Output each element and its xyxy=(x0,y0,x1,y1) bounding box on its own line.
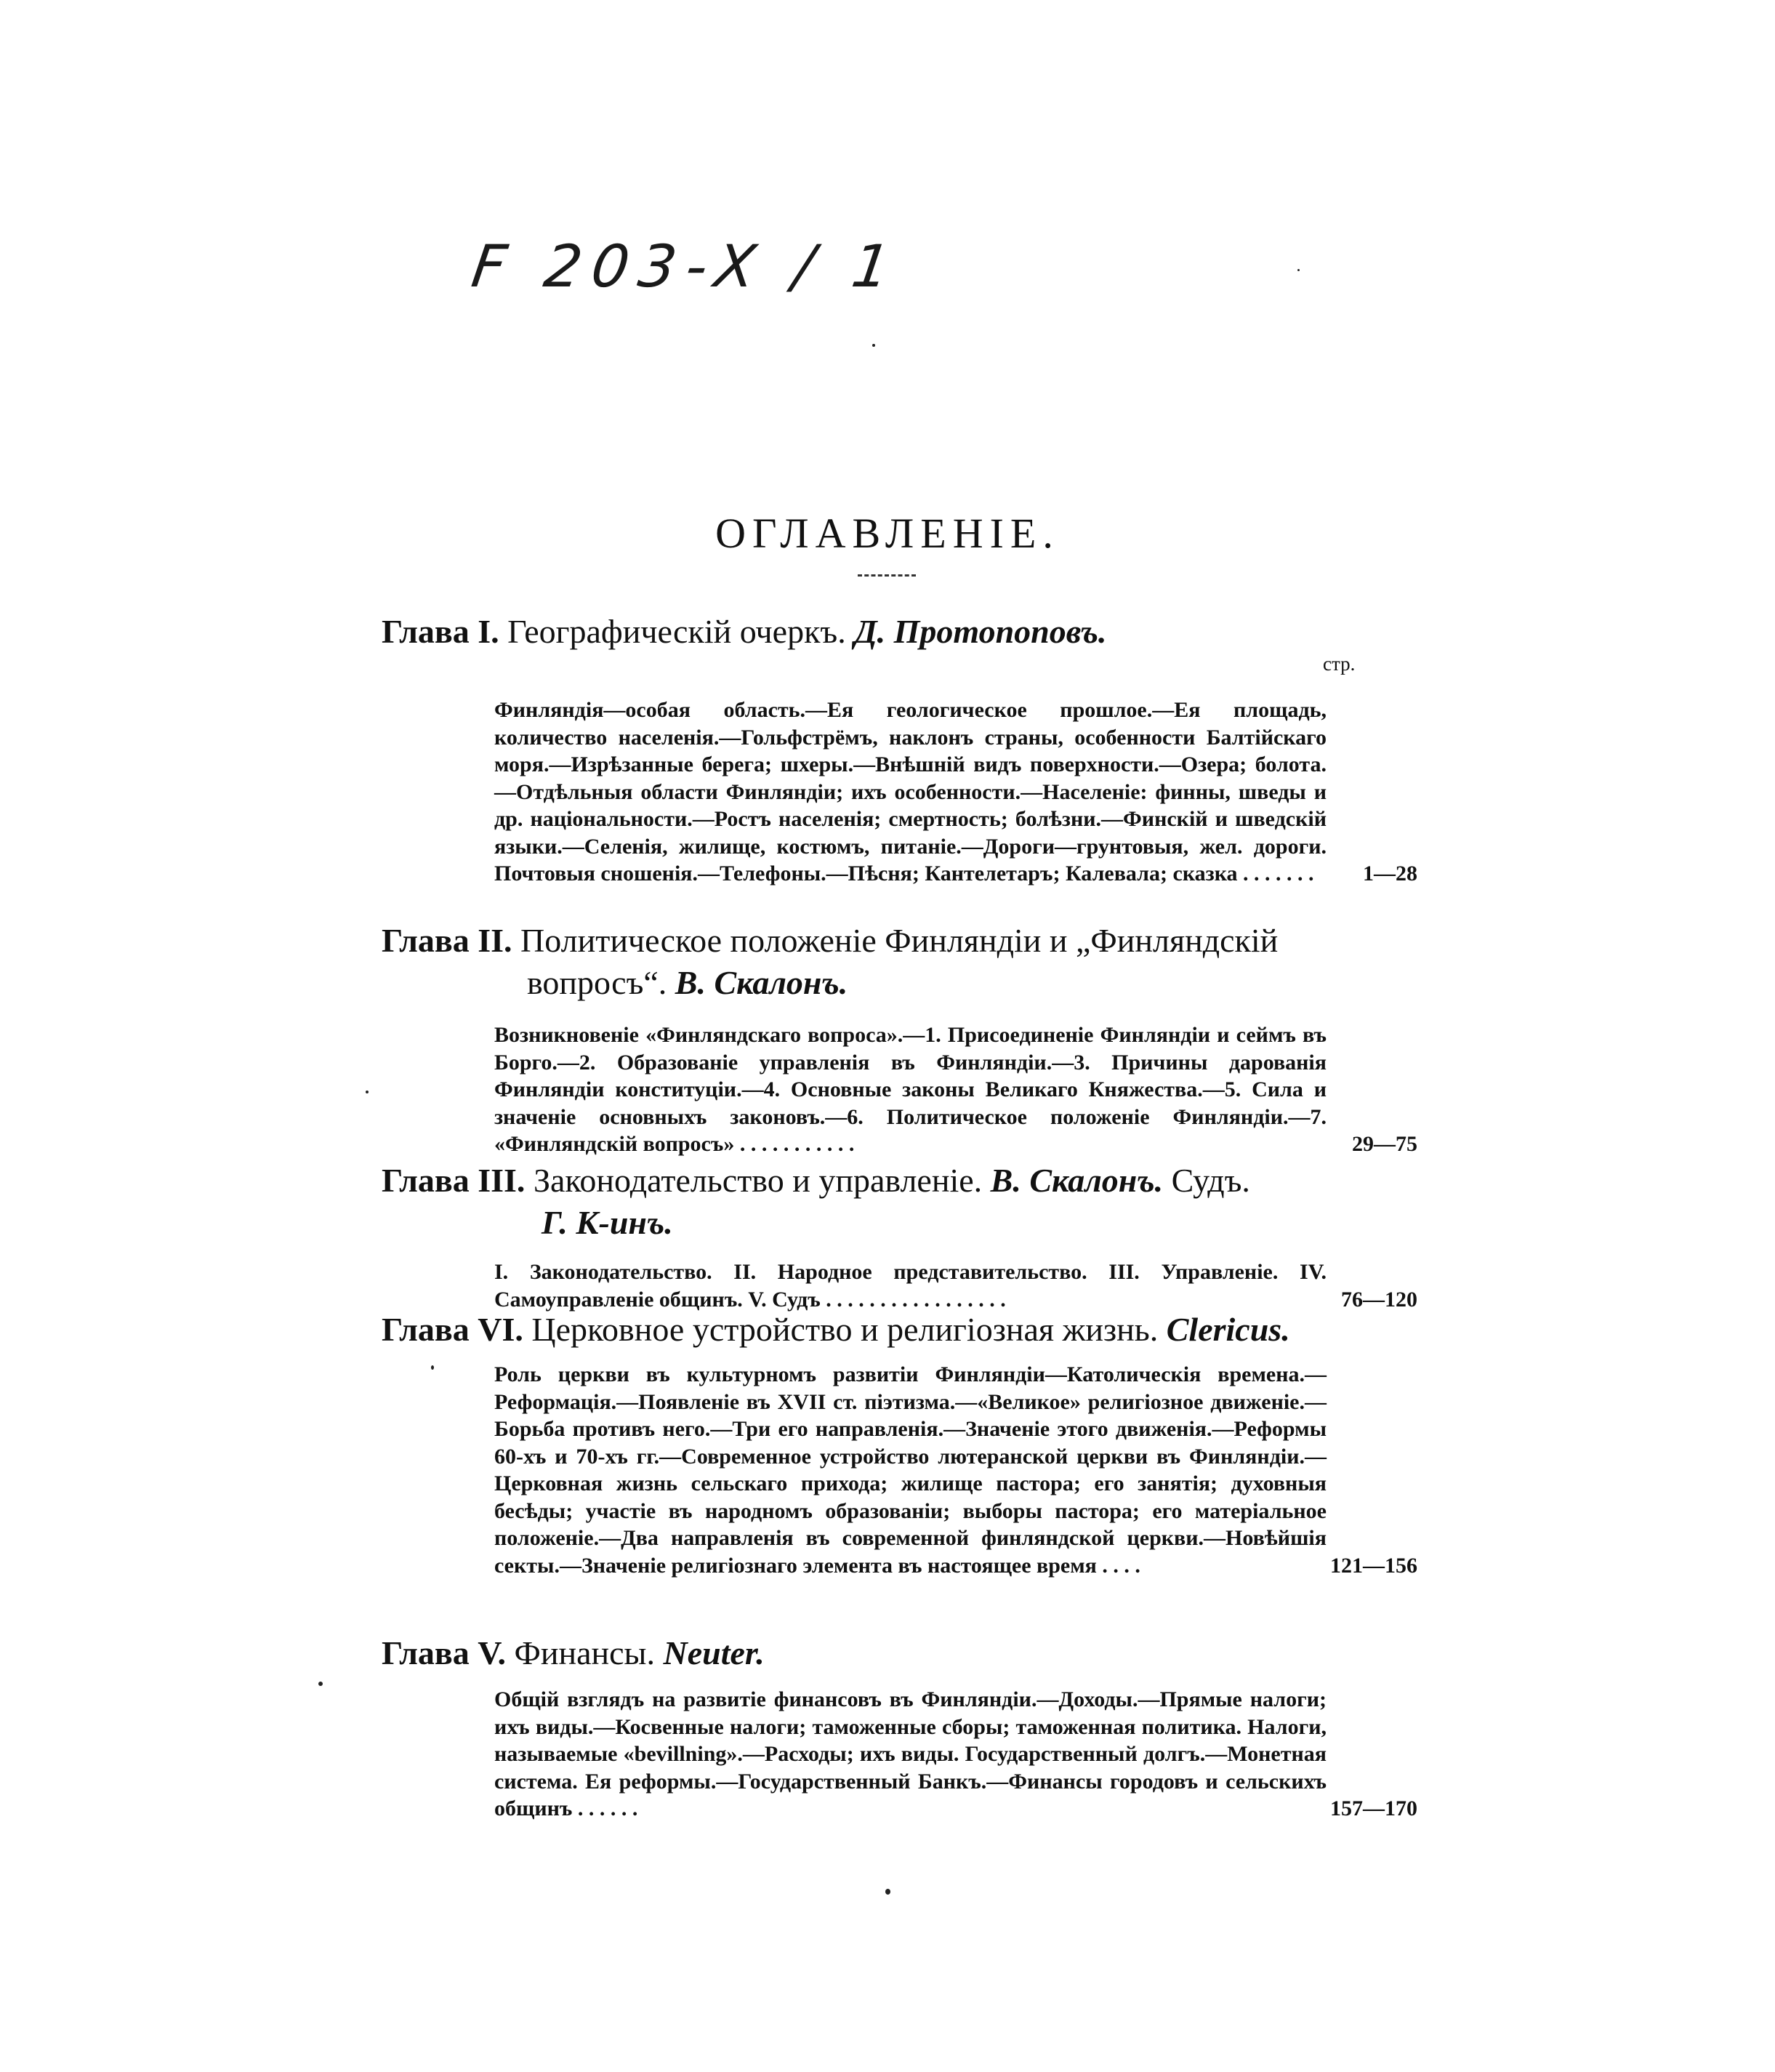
chapter-summary xyxy=(494,1258,1417,1313)
chapter-heading xyxy=(382,920,1399,1004)
chapter-author: Clericus. xyxy=(1166,1311,1290,1348)
handwritten-shelfmark: F 203-X / 1 xyxy=(467,233,905,300)
chapter-pages: 157—170 xyxy=(1330,1796,1417,1820)
chapter-summary-text: Финляндія—особая область.—Ея геологическое прошлое.—Ея площадь, количество населенія.—Гольфстрёмъ, наклонъ страны, особенности Балтійскаго моря.—Изрѣзанные берега; шхеры.—Внѣшній видъ поверхности.—Озера; болота.—Отдѣльныя области Финляндіи; ихъ особенности.—Населеніе: финны, шведы и др. національности.—Ростъ населенія; смертность; болѣзни.—Финскій и шведскій языки.—Селенія, жилище, костюмъ, питаніе.—Дороги—грунтовыя, жел. дороги. Почтовыя сношенія.—Телефоны.—Пѣсня; Кантелетаръ; Калевала; сказка . . . . . . . xyxy=(494,698,1327,886)
chapter-title: Политическое положеніе Финляндіи и „Финляндскій xyxy=(520,922,1279,959)
chapter-author: Д. Протопоповъ. xyxy=(854,613,1107,650)
page-title: ОГЛАВЛЕНІЕ. xyxy=(715,510,1060,557)
chapter-label: Глава III. xyxy=(382,1162,526,1199)
chapter-summary-text: Общій взглядъ на развитіе финансовъ въ Финляндіи.—Доходы.—Прямые налоги; ихъ виды.—Косвенные налоги; таможенные сборы; таможенная политика. Налоги, называемые «bevillning».—Расходы; ихъ виды. Государственный долгъ.—Монетная система. Ея реформы.—Государственный Банкъ.—Финансы городовъ и сельскихъ общинъ . . . . . . xyxy=(494,1687,1327,1820)
chapter-title: Церковное устройство и религіозная жизнь. xyxy=(531,1311,1159,1348)
chapter-title-cont: вопросъ“. xyxy=(527,964,667,1001)
chapter-summary xyxy=(494,696,1417,888)
chapter-author: Neuter. xyxy=(663,1634,765,1671)
chapter-author: В. Скалонъ. xyxy=(990,1162,1164,1199)
toc-chapter-5 xyxy=(382,1632,1417,1823)
speck xyxy=(885,1889,890,1895)
chapter-title: Финансы. xyxy=(514,1634,655,1671)
chapter-label: Глава I. xyxy=(382,613,499,650)
toc-chapter-3 xyxy=(382,1160,1417,1313)
speck xyxy=(366,1091,369,1093)
toc-chapter-2 xyxy=(382,920,1417,1158)
chapter-author: В. Скалонъ. xyxy=(675,964,848,1001)
speck xyxy=(318,1682,323,1686)
chapter-summary xyxy=(494,1361,1417,1579)
speck xyxy=(1297,269,1300,271)
chapter-pages: 29—75 xyxy=(1352,1132,1417,1156)
chapter-pages: 121—156 xyxy=(1330,1553,1417,1578)
chapter-heading xyxy=(382,611,1399,653)
toc-chapter-4 xyxy=(382,1309,1417,1579)
pages-column-label: стр. xyxy=(1323,653,1356,675)
toc-chapter-1 xyxy=(382,611,1417,888)
chapter-heading xyxy=(382,1160,1399,1244)
chapter-label: Глава V. xyxy=(382,1634,507,1671)
chapter-summary xyxy=(494,1686,1417,1823)
chapter-heading xyxy=(382,1309,1399,1351)
chapter-title: Законодательство и управленіе. xyxy=(533,1162,983,1199)
chapter-title-continued xyxy=(382,962,1399,1004)
chapter-summary-text: I. Законодательство. II. Народное представительство. III. Управленіе. IV. Самоуправленіе общинъ. V. Судъ . . . . . . . . . . . . . . . . . xyxy=(494,1260,1327,1312)
chapter-summary-text: Роль церкви въ культурномъ развитіи Финляндіи—Католическія времена.—Реформація.—Появленіе въ XVII ст. піэтизма.—«Великое» религіозное движеніе.—Борьба противъ него.—Три его направленія.—Значеніе этого движенія.—Реформы 60-хъ и 70-хъ гг.—Современное устройство лютеранской церкви въ Финляндіи.—Церковная жизнь сельскаго прихода; жилище пастора; его занятія; духовныя бесѣды; участіе въ народномъ образованіи; выборы пастора; его матеріальное положеніе.—Два направленія въ современной финляндской церкви.—Новѣйшія секты.—Значеніе религіознаго элемента въ настоящее время . . . . xyxy=(494,1362,1327,1578)
title-ornament xyxy=(858,574,916,579)
chapter-label: Глава II. xyxy=(382,922,512,959)
chapter-label: Глава VI. xyxy=(382,1311,523,1348)
chapter-summary-text: Возникновеніе «Финляндскаго вопроса».—1. Присоединеніе Финляндіи и сеймъ въ Борго.—2. Образованіе управленія въ Финляндіи.—3. Причины дарованія Финляндіи конституціи.—4. Основные законы Великаго Княжества.—5. Сила и значеніе основныхъ законовъ.—6. Политическое положеніе Финляндіи.—7. «Финляндскій вопросъ» . . . . . . . . . . . xyxy=(494,1023,1327,1156)
chapter-pages: 1—28 xyxy=(1363,862,1417,886)
chapter-author-continued: Г. К-инъ. xyxy=(542,1204,673,1241)
chapter-pages: 76—120 xyxy=(1341,1287,1417,1312)
chapter-title-cont: Судъ. xyxy=(1171,1162,1250,1199)
chapter-heading xyxy=(382,1632,1399,1674)
chapter-summary xyxy=(494,1021,1417,1158)
speck xyxy=(872,344,875,347)
chapter-title: Географическій очеркъ. xyxy=(507,613,846,650)
